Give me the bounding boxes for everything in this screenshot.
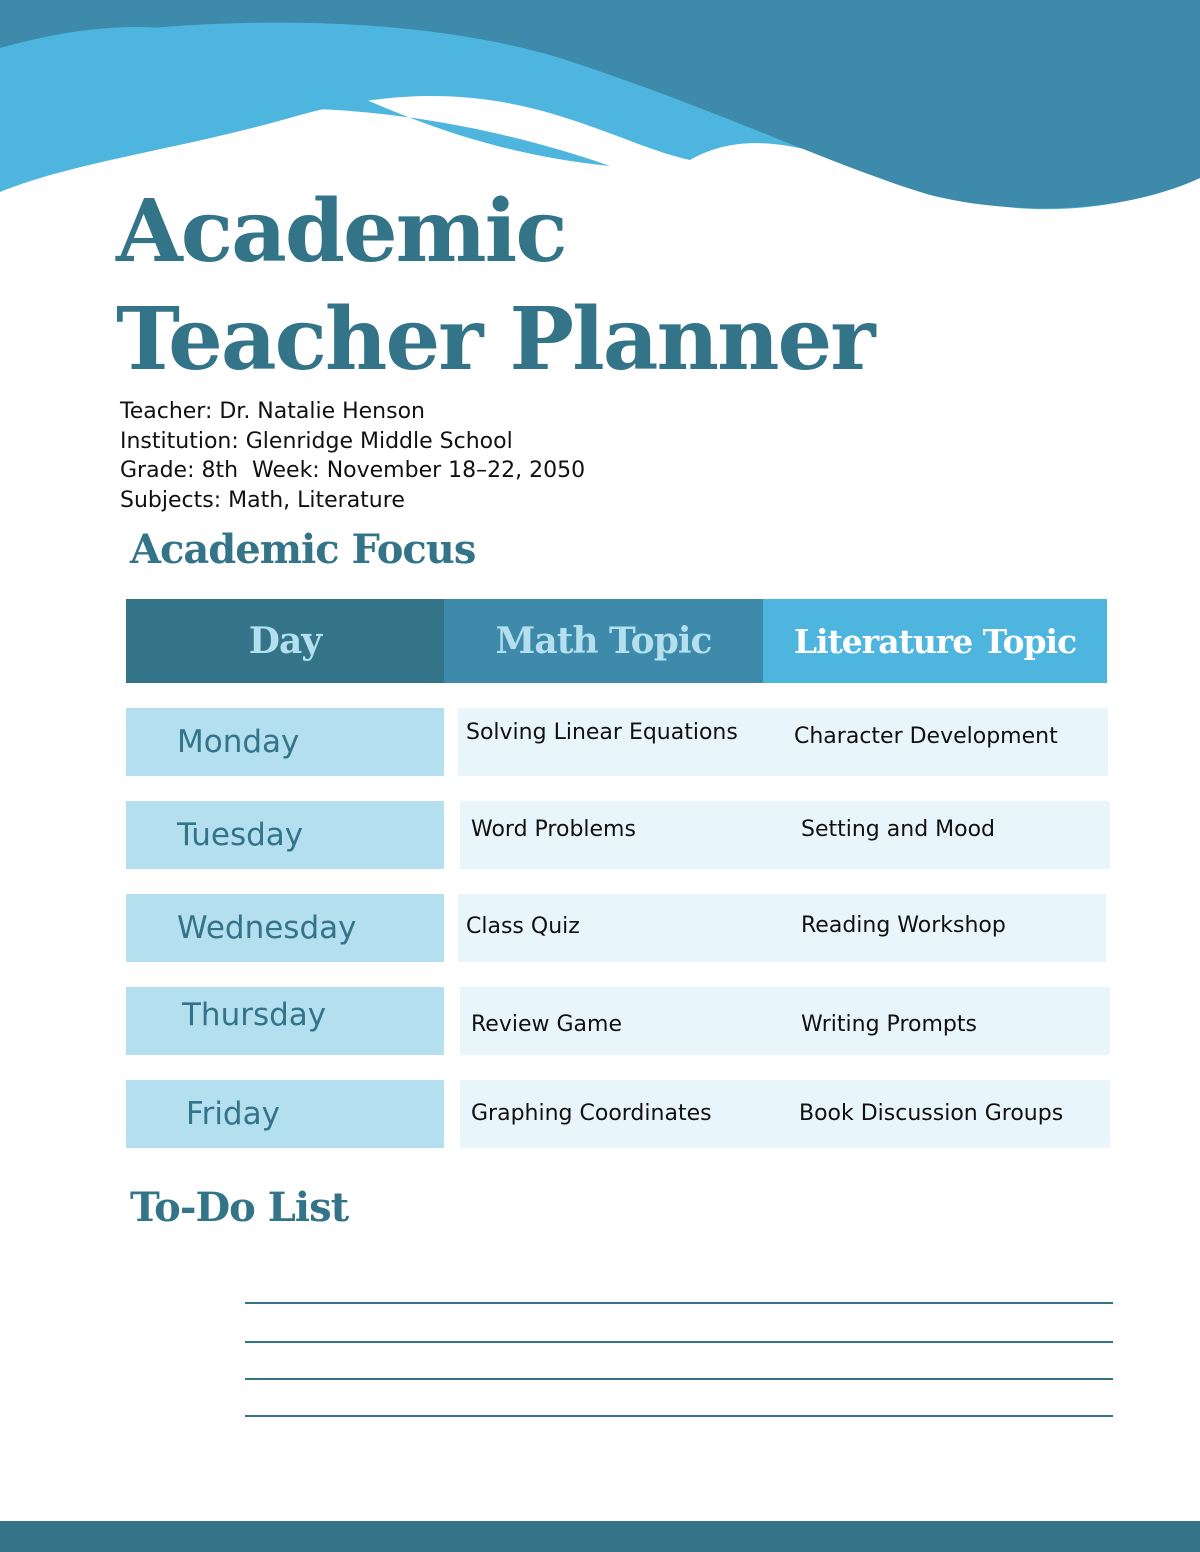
footer-bar bbox=[0, 1521, 1200, 1552]
day-cell: Thursday bbox=[126, 987, 444, 1055]
literature-topic: Writing Prompts bbox=[801, 1012, 977, 1037]
literature-topic: Setting and Mood bbox=[801, 817, 996, 842]
literature-topic: Book Discussion Groups bbox=[799, 1101, 1064, 1126]
math-topic: Class Quiz bbox=[466, 914, 580, 939]
teacher-info bbox=[120, 397, 585, 515]
table-header bbox=[126, 599, 1107, 683]
header-math-topic: Math Topic bbox=[444, 599, 763, 683]
day-cell: Wednesday bbox=[126, 894, 444, 962]
institution: Institution: Glenridge Middle School bbox=[120, 428, 513, 454]
math-topic: Review Game bbox=[471, 1012, 622, 1037]
todo-line[interactable] bbox=[245, 1415, 1113, 1417]
todo-line[interactable] bbox=[245, 1341, 1113, 1343]
academic-focus-heading: Academic Focus bbox=[130, 526, 476, 573]
math-topic: Word Problems bbox=[471, 817, 636, 842]
literature-topic: Character Development bbox=[794, 724, 1058, 749]
literature-topic: Reading Workshop bbox=[801, 913, 1006, 938]
day-cell: Monday bbox=[126, 708, 444, 776]
subjects: Subjects: Math, Literature bbox=[120, 487, 405, 513]
title-line-1: Academic bbox=[116, 181, 566, 282]
page-title bbox=[116, 178, 874, 394]
todo-line[interactable] bbox=[245, 1378, 1113, 1380]
day-cell: Tuesday bbox=[126, 801, 444, 869]
header-literature-topic: Literature Topic bbox=[763, 599, 1107, 683]
math-topic: Graphing Coordinates bbox=[471, 1101, 712, 1126]
table-row-friday bbox=[126, 1080, 1109, 1148]
table-row-monday bbox=[126, 708, 1109, 776]
table-row-wednesday bbox=[126, 894, 1109, 962]
table-row-thursday bbox=[126, 987, 1109, 1055]
table-row-tuesday bbox=[126, 801, 1109, 869]
title-line-2: Teacher Planner bbox=[116, 289, 874, 390]
todo-line[interactable] bbox=[245, 1302, 1113, 1304]
math-topic: Solving Linear Equations bbox=[466, 720, 738, 745]
header-day: Day bbox=[126, 599, 444, 683]
teacher-name: Teacher: Dr. Natalie Henson bbox=[120, 399, 425, 424]
day-cell: Friday bbox=[126, 1080, 444, 1148]
grade-week: Grade: 8th Week: November 18–22, 2050 bbox=[120, 458, 586, 483]
todo-heading: To-Do List bbox=[130, 1184, 349, 1231]
